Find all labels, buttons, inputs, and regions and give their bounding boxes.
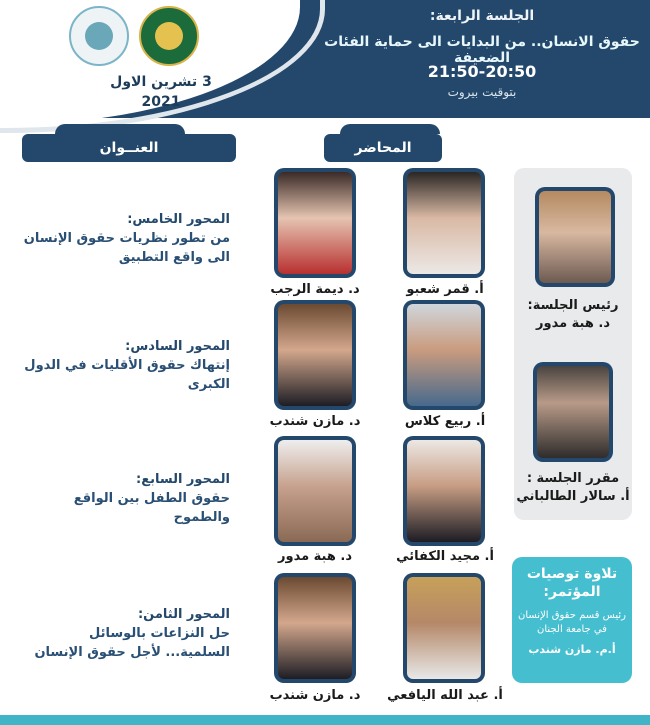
speaker-name: أ. ربيع كلاس: [404, 414, 486, 429]
speaker-photo: [403, 573, 485, 683]
topic-block: [20, 210, 230, 267]
speaker-photo: [274, 168, 356, 278]
topic-block: [20, 605, 230, 662]
speaker-photo: [274, 573, 356, 683]
speaker-name: د. هبة مدور: [278, 549, 352, 564]
recommendations-box: [512, 557, 632, 683]
speaker-name: أ. قمر شعبو: [406, 282, 484, 297]
topic-label: المحور الخامس:: [127, 212, 230, 227]
speaker-name: أ. عبد الله اليافعي: [387, 688, 503, 703]
recommendations-name: أ.م. مازن شندب: [528, 643, 616, 656]
speaker-photo: [403, 436, 485, 546]
rapporteur-role: مقرر الجلسة :: [526, 471, 620, 486]
chair-role: رئيس الجلسة:: [527, 298, 619, 313]
speaker-name: أ. مجيد الكفائي: [396, 549, 494, 564]
speaker-name: د. مازن شندب: [269, 688, 361, 703]
speaker-photo: [403, 168, 485, 278]
date-day: 3 تشرين الاول: [110, 74, 212, 90]
topic-text: إنتهاك حقوق الأقليات في الدول الكبرى: [24, 358, 230, 392]
date-year: 2021: [141, 94, 181, 110]
jinan-university-logo: [139, 6, 199, 66]
speaker-name: د. مازن شندب: [269, 414, 361, 429]
session-time: 21:50-20:50: [427, 62, 537, 81]
speaker-photo: [274, 300, 356, 410]
rapporteur-photo: [533, 362, 613, 462]
event-date: [96, 72, 226, 112]
topic-text: حقوق الطفل بين الواقع والطموح: [73, 491, 230, 525]
speaker-name: د. ديمة الرجب: [270, 282, 360, 297]
recommendations-title: تلاوة توصيات المؤتمر:: [526, 566, 618, 600]
recommendations-role: رئيس قسم حقوق الإنسان في جامعة الجنان: [517, 610, 626, 635]
column-title-header: العنــوان: [22, 134, 236, 162]
speaker-pill-tab: [340, 124, 440, 134]
footer-bar: [0, 715, 650, 725]
topic-label: المحور السادس:: [125, 339, 230, 354]
topic-block: [20, 470, 230, 527]
column-speaker-header: المحاضر: [324, 134, 442, 162]
speaker-photo: [403, 300, 485, 410]
topic-text: حل النزاعات بالوسائل السلمية... لأجل حقوق الإنسان: [34, 626, 230, 660]
session-label: الجلسة الرابعة:: [429, 8, 535, 24]
chair-photo: [535, 187, 615, 287]
rapporteur-caption: [514, 470, 632, 506]
speaker-photo: [274, 436, 356, 546]
session-timezone: بتوقيت بيروت: [447, 85, 517, 99]
chair-caption: [514, 297, 632, 333]
session-title: حقوق الانسان.. من البدايات الى حماية الفئات الضعيفة: [324, 34, 640, 66]
topic-text: من تطور نظريات حقوق الإنسان الى واقع التطبيق: [23, 231, 230, 265]
topic-label: المحور السابع:: [136, 472, 230, 487]
rapporteur-name: أ. سالار الطالباني: [516, 489, 630, 504]
chair-name: د. هبة مدور: [536, 316, 610, 331]
topic-label: المحور الثامن:: [137, 607, 230, 622]
topic-block: [20, 337, 230, 394]
university-logo: [69, 6, 129, 66]
title-pill-tab: [55, 124, 185, 134]
